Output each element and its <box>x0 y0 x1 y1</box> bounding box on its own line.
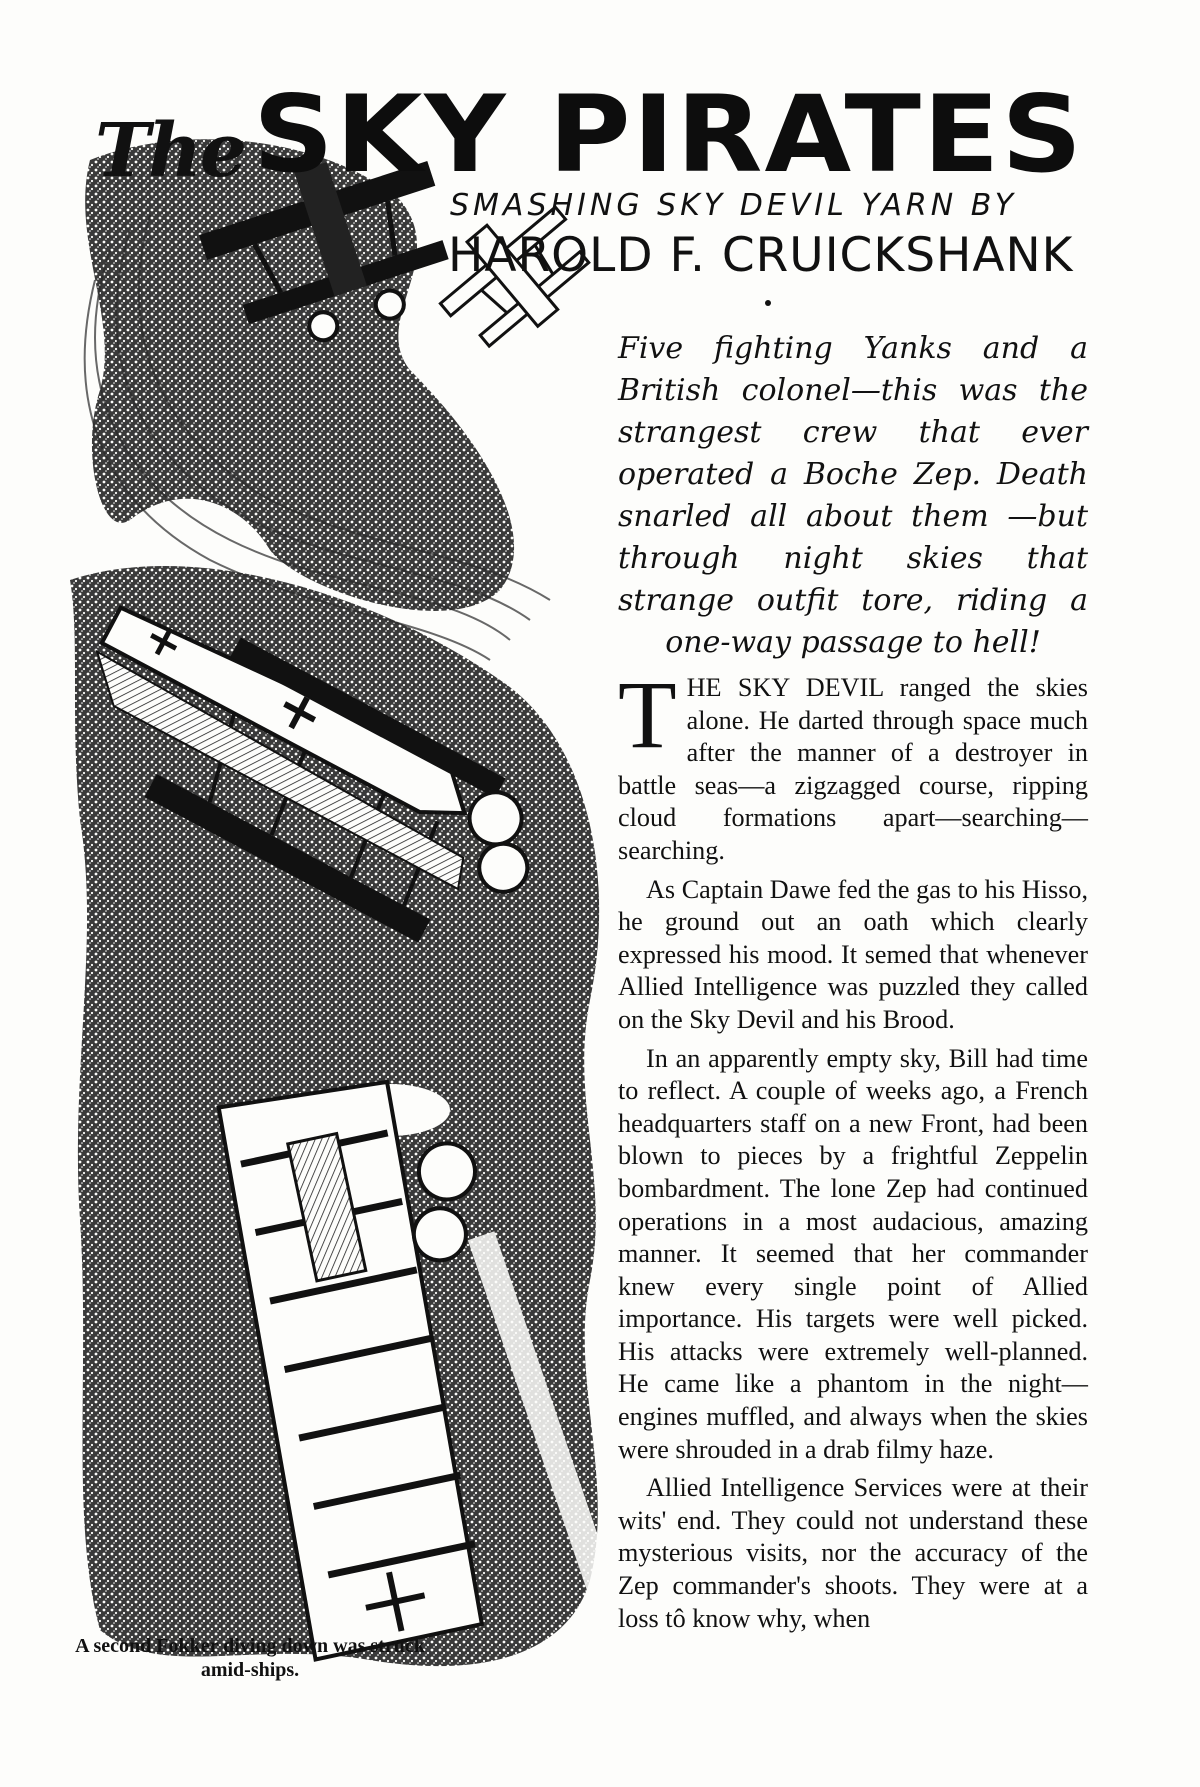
story-headline <box>95 68 1115 197</box>
drop-cap: T <box>618 661 677 768</box>
body-paragraph-1-text: HE SKY DEVIL ranged the skies alone. He darted through space much after the manner of a destroyer in battle seas—a zigzagged course, ripping cloud formations apart—searching—searching. <box>618 673 1088 865</box>
headline-the: The <box>95 108 245 194</box>
body-paragraph-2: As Captain Dawe fed the gas to his Hisso, he ground out an oath which clearly expressed his mood. It semed that whenever Allied Intelligence was puzzled they called on the Sky Devil and his Brood. <box>618 874 1088 1034</box>
body-paragraph-4: Allied Intelligence Services were at their wits' end. They could not understand these mysterious visits, nor the accuracy of the Zep commander's shoots. They were at a loss tô know why, when <box>618 1473 1088 1633</box>
headline-subtitle: SMASHING SKY DEVIL YARN BY <box>450 188 1018 223</box>
illustration-caption: A second Fokker diving down was struck amid-ships. <box>75 1635 425 1681</box>
body-paragraph-1 <box>618 661 1088 868</box>
body-paragraph-3: In an apparently empty sky, Bill had time to reflect. A couple of weeks ago, a French headquarters staff on a new Front, had been blown to pieces by a frightful Zeppelin bombardment. The lone Zep had continued operations in a most audacious, amazing manner. It seemed that her commander knew every single point of Allied importance. His targets were well picked. His attacks were extremely well-planned. He came like a phantom in the night—engines muffled, and always when the skies were shrouded in a drab filmy haze. <box>618 1043 1088 1464</box>
dogfight-illustration <box>70 120 615 1710</box>
author-byline: HAROLD F. CRUICKSHANK <box>448 228 1074 283</box>
headline-title: SKY PIRATES <box>252 73 1085 197</box>
story-deck: Five fighting Yanks and a British colonel—this was the strangest crew that ever operated a Boche Zep. Death snarled all about them —but through night skies that strange outfit tore, riding a one-way passage to hell! <box>618 331 1088 660</box>
separator-bullet <box>765 300 771 306</box>
story-body <box>618 661 1088 1641</box>
